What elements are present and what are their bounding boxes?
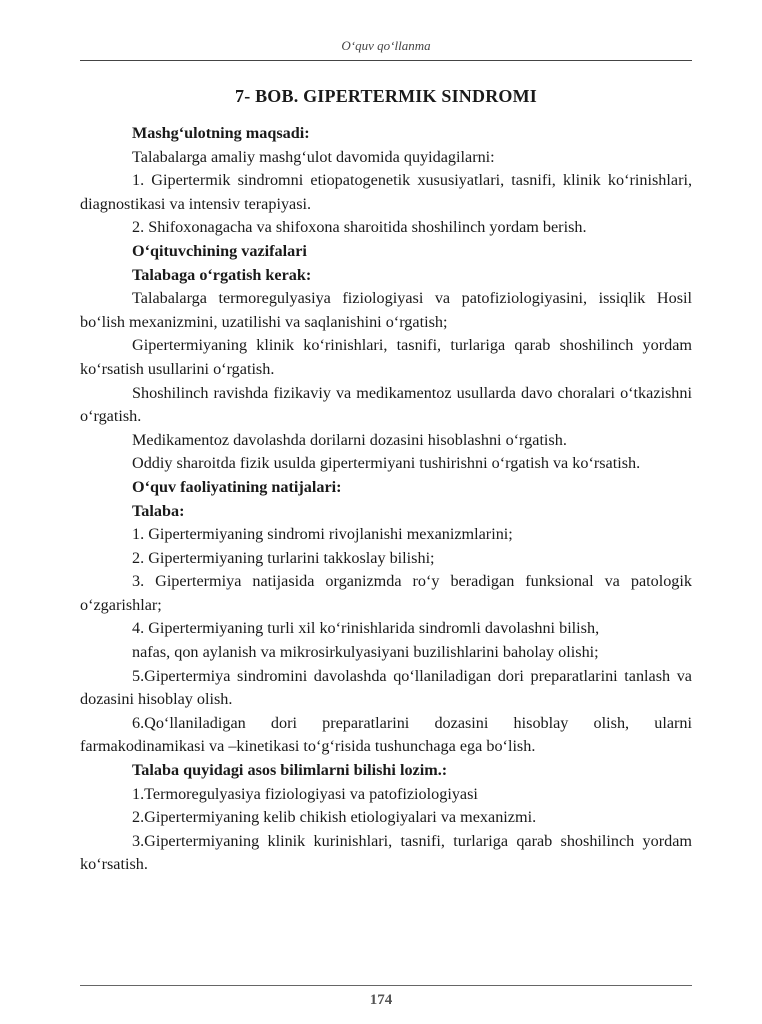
page-number: 174 <box>369 992 393 1008</box>
paragraph: Medikamentoz davolashda dorilarni dozasini hisoblashni o‘rgatish. <box>132 430 567 449</box>
paragraph: 3. Gipertermiya natijasida organizmda ro‘y beradigan funksional va patologik o‘zgarishlar; <box>80 572 692 614</box>
paragraph: nafas, qon aylanish va mikrosirkulyasiyani buzilishlarini baholay olishi; <box>132 643 599 662</box>
section-heading: Talaba quyidagi asos bilimlarni bilishi lozim.: <box>132 761 448 780</box>
paragraph: 6.Qo‘llaniladigan dori preparatlarini dozasini hisoblay olish, ularni farmakodinamikasi va –kinetikasi to‘g‘risida tushunchaga ega bo‘lish. <box>80 713 692 756</box>
section-heading: O‘quv faoliyatining natijalari: <box>132 477 342 496</box>
section-heading: Mashg‘ulotning maqsadi: <box>132 124 310 142</box>
paragraph: 5.Gipertermiya sindromini davolashda qo‘llaniladigan dori preparatlarini tanlash va dozasini hisoblay olish. <box>80 666 692 709</box>
paragraph: Gipertermiyaning klinik ko‘rinishlari, tasnifi, turlariga qarab shoshilinch yordam ko‘rsatish usullarini o‘rgatish. <box>80 336 692 378</box>
paragraph: 1. Gipertermik sindromni etiopatogenetik xususiyatlari, tasnifi, klinik ko‘rinishlari, diagnostikasi va intensiv terapiyasi. <box>80 171 692 213</box>
running-title: O‘quv qo‘llanma <box>341 38 431 53</box>
chapter-title: 7- BOB. GIPERTERMIK SINDROMI <box>235 86 537 106</box>
paragraph: Talabalarga amaliy mashg‘ulot davomida quyidagilarni: <box>132 147 495 166</box>
footer-rule <box>80 985 692 986</box>
paragraph: Shoshilinch ravishda fizikaviy va medikamentoz usullarda davo choralari o‘tkazishni o‘rgatish. <box>80 383 692 426</box>
section-heading: O‘qituvchining vazifalari <box>132 241 307 260</box>
paragraph: 1. Gipertermiyaning sindromi rivojlanishi mexanizmlarini; <box>132 525 513 544</box>
section-heading: Talaba: <box>132 501 185 520</box>
paragraph: 4. Gipertermiyaning turli xil ko‘rinishlarida sindromli davolashni bilish, <box>132 619 600 638</box>
page-body <box>80 122 692 877</box>
section-heading: Talabaga o‘rgatish kerak: <box>132 265 312 284</box>
paragraph: 1.Termoregulyasiya fiziologiyasi va patofiziologiyasi <box>132 784 478 803</box>
paragraph: Talabalarga termoregulyasiya fiziologiyasi va patofiziologiyasini, issiqlik Hosil bo‘lish mexanizmini, uzatilishi va saqlanishini o‘rgatish; <box>80 289 692 331</box>
paragraph: 2. Shifoxonagacha va shifoxona sharoitida shoshilinch yordam berish. <box>132 218 587 237</box>
paragraph: 3.Gipertermiyaning klinik kurinishlari, tasnifi, turlariga qarab shoshilinch yordam ko‘rsatish. <box>80 831 692 874</box>
header-rule <box>80 60 692 61</box>
paragraph: Oddiy sharoitda fizik usulda gipertermiyani tushirishni o‘rgatish va ko‘rsatish. <box>132 454 641 473</box>
paragraph: 2.Gipertermiyaning kelib chikish etiologiyalari va mexanizmi. <box>132 808 537 827</box>
paragraph: 2. Gipertermiyaning turlarini takkoslay bilishi; <box>132 548 435 567</box>
